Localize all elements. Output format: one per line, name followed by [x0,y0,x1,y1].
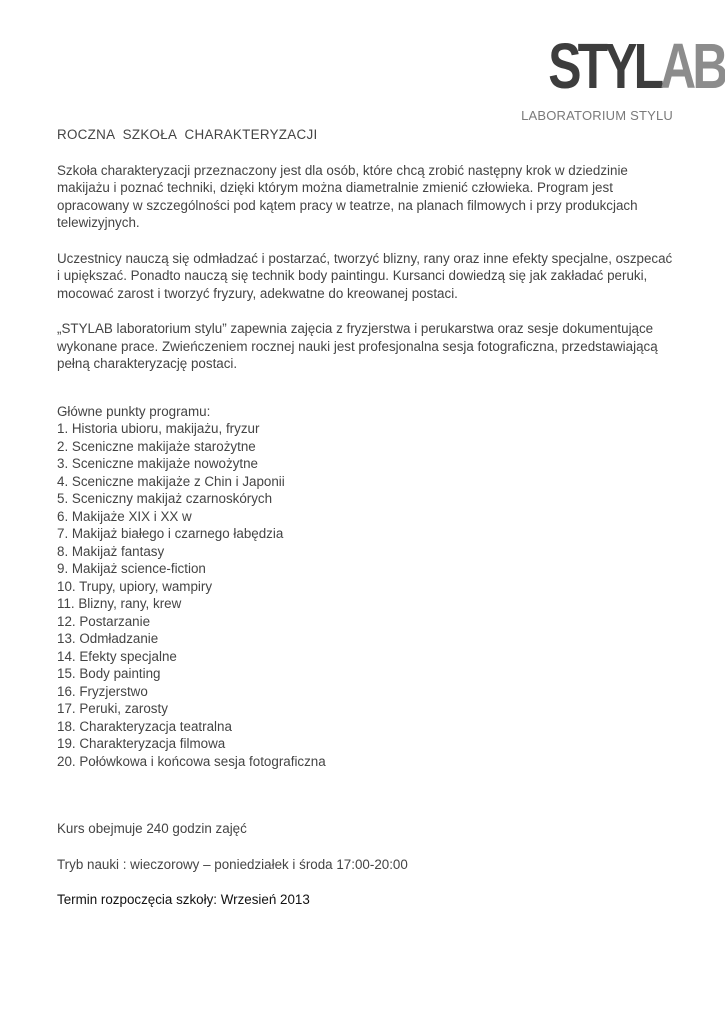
program-item: 14. Efekty specjalne [57,648,177,664]
program-item: 2. Sceniczne makijaże starożytne [57,438,256,454]
program-item: 8. Makijaż fantasy [57,543,165,559]
program-item: 19. Charakteryzacja filmowa [57,736,226,751]
program-item: 1. Historia ubioru, makijażu, fryzur [57,421,260,436]
program-item: 11. Blizny, rany, krew [57,596,182,611]
stylab-logo [513,30,725,123]
sessions-paragraph: „STYLAB laboratorium stylu” zapewnia zajęcia z fryzjerstwa i perukarstwa oraz sesje dokumentujące wykonane prace. Zwieńczeniem rocznej nauki jest profesjonalna sesja fotograficzna, przedstawiającą pełną charakteryzację postaci. [57,321,658,371]
start-date: Termin rozpoczęcia szkoły: Wrzesień 2013 [57,892,310,907]
program-item: 17. Peruki, zarosty [57,701,168,716]
course-hours: Kurs obejmuje 240 godzin zajęć [57,821,247,836]
program-item: 4. Sceniczne makijaże z Chin i Japonii [57,473,285,489]
program-list [57,420,677,770]
program-item: 5. Sceniczny makijaż czarnoskórych [57,491,273,506]
logo-wordmark-dark: STYL [548,30,661,102]
program-item: 15. Body painting [57,666,161,681]
program-item: 20. Połówkowa i końcowa sesja fotograficzna [57,753,326,769]
program-item: 9. Makijaż science-fiction [57,561,206,576]
program-heading: Główne punkty programu: [57,403,211,419]
skills-paragraph: Uczestnicy nauczą się odmładzać i postarzać, tworzyć blizny, rany oraz inne efekty specjalne, oszpecać i upiększać. Ponadto nauczą się technik body paintingu. Kursanci dowiedzą się jak zakładać peruki, mocować zarost i tworzyć fryzury, adekwatne do kreowanej postaci. [57,250,673,301]
program-item: 3. Sceniczne makijaże nowożytne [57,456,258,471]
program-item: 10. Trupy, upiory, wampiry [57,578,213,594]
program-item: 12. Postarzanie [57,613,151,629]
program-item: 16. Fryzjerstwo [57,683,148,699]
intro-paragraph: Szkoła charakteryzacji przeznaczony jest dla osób, które chcą zrobić następny krok w dziedzinie makijażu i poznać techniki, dzięki którym można diametralnie zmienić człowieka. Program jest opracowany w szczególności pod kątem pracy w teatrze, na planach filmowych i przy produkcjach telewizyjnych. [57,162,638,230]
document-body [57,126,677,909]
program-item: 6. Makijaże XIX i XX w [57,508,192,524]
document-title: ROCZNA SZKOŁA CHARAKTERYZACJI [57,127,318,142]
program-item: 13. Odmładzanie [57,631,159,646]
schedule: Tryb nauki : wieczorowy – poniedziałek i środa 17:00-20:00 [57,856,408,872]
logo-subtitle: LABORATORIUM STYLU [521,108,673,123]
program-item: 18. Charakteryzacja teatralna [57,718,232,734]
logo-wordmark [548,30,725,102]
program-item: 7. Makijaż białego i czarnego łabędzia [57,526,284,541]
logo-wordmark-light: AB [660,30,725,102]
